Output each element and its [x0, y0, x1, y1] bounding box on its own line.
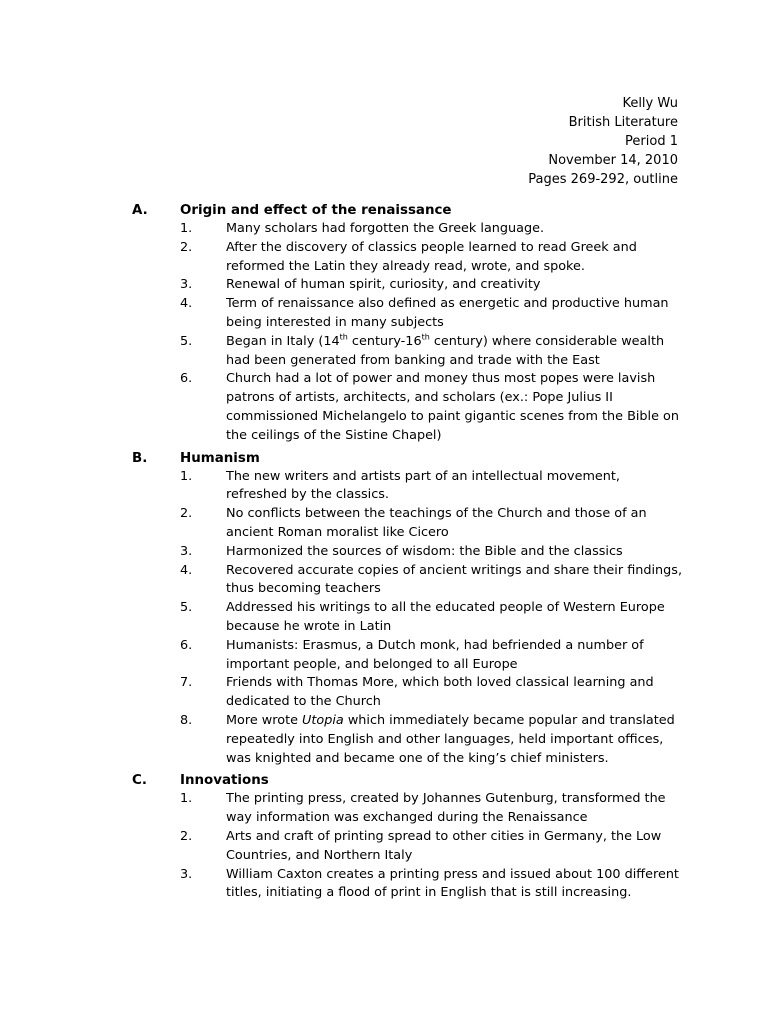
list-item: [132, 505, 682, 543]
item-text: William Caxton creates a printing press and issued about 100 different titles, initiating a flood of print in English that is still increasing.: [226, 866, 679, 901]
course-name: British Literature: [568, 115, 678, 130]
list-item: [132, 295, 682, 333]
text-run: More wrote: [226, 712, 303, 728]
section-letter: C.: [132, 773, 147, 789]
text-run: Began in Italy (14: [226, 333, 340, 349]
item-text: Harmonized the sources of wisdom: the Bible and the classics: [226, 543, 623, 559]
section-heading: [132, 771, 682, 790]
list-item: [132, 220, 682, 239]
author-name: Kelly Wu: [622, 96, 678, 111]
list-item: [132, 866, 682, 904]
item-number: 2.: [180, 239, 193, 255]
item-number: 3.: [180, 277, 193, 293]
section-items: [132, 790, 682, 903]
item-text: [226, 333, 682, 371]
item-text: Recovered accurate copies of ancient writings and share their findings, thus becoming teachers: [226, 562, 683, 597]
section-letter: A.: [132, 203, 148, 218]
item-number: 5.: [180, 600, 193, 616]
text-run: century) where considerable wealth had been generated from banking and trade with the East: [226, 333, 665, 368]
list-item: [132, 828, 682, 866]
item-text: The new writers and artists part of an intellectual movement, refreshed by the classics.: [226, 468, 620, 503]
item-number: 3.: [180, 866, 193, 882]
superscript: th: [339, 332, 348, 342]
item-number: 6.: [180, 637, 193, 653]
item-text: Humanists: Erasmus, a Dutch monk, had befriended a number of important people, and belonged to all Europe: [226, 637, 644, 672]
item-number: 4.: [180, 296, 193, 312]
item-text: Friends with Thomas More, which both loved classical learning and dedicated to the Church: [226, 675, 654, 710]
section-letter: B.: [132, 450, 148, 466]
list-item: [132, 239, 682, 277]
list-item: [132, 637, 682, 675]
list-item: [132, 468, 682, 506]
item-text: No conflicts between the teachings of the Church and those of an ancient Roman moralist like Cicero: [226, 506, 647, 540]
item-number: 7.: [180, 675, 193, 691]
section-title: Innovations: [180, 773, 269, 789]
book-title: Utopia: [302, 712, 344, 728]
item-text: Addressed his writings to all the educated people of Western Europe because he wrote in Latin: [226, 600, 665, 634]
assignment-description: Pages 269-292, outline: [528, 172, 678, 187]
list-item: [132, 543, 682, 562]
item-number: 5.: [180, 333, 193, 349]
document-header: [528, 94, 678, 189]
class-period: Period 1: [625, 134, 678, 149]
list-item: [132, 333, 682, 371]
item-text: Many scholars had forgotten the Greek language.: [226, 221, 545, 236]
document-date: November 14, 2010: [548, 153, 678, 168]
item-text: Arts and craft of printing spread to other cities in Germany, the Low Countries, and Northern Italy: [226, 828, 662, 863]
item-number: 1.: [180, 221, 193, 236]
section-heading: [132, 201, 682, 220]
item-number: 2.: [180, 828, 193, 844]
section-heading: [132, 449, 682, 468]
list-item: [132, 562, 682, 600]
list-item: [132, 674, 682, 712]
item-number: 1.: [180, 468, 193, 484]
item-text: Renewal of human spirit, curiosity, and creativity: [226, 277, 541, 293]
list-item: [132, 712, 682, 768]
item-text: [226, 712, 682, 768]
list-item: [132, 370, 682, 445]
list-item: [132, 599, 682, 637]
section-items: [132, 220, 682, 446]
item-number: 3.: [180, 543, 193, 559]
item-number: 8.: [180, 712, 193, 728]
item-text: Church had a lot of power and money thus most popes were lavish patrons of artists, architects, and scholars (ex.: Pope Julius II commissioned Michelangelo to paint gigantic scenes from the Bible on the ceilings of the Sistine Chapel): [226, 371, 679, 443]
item-number: 2.: [180, 506, 193, 522]
item-number: 6.: [180, 371, 193, 387]
text-run: which immediately became popular and translated repeatedly into English and other languages, held important offices, was knighted and became one of the king’s chief ministers.: [226, 712, 675, 766]
item-text: After the discovery of classics people learned to read Greek and reformed the Latin they already read, wrote, and spoke.: [226, 239, 637, 274]
list-item: [132, 276, 682, 295]
section-title: Humanism: [180, 450, 260, 466]
list-item: [132, 790, 682, 828]
item-number: 1.: [180, 791, 193, 807]
superscript: th: [421, 332, 430, 342]
text-run: century-16: [347, 333, 422, 349]
item-text: Term of renaissance also defined as energetic and productive human being interested in many subjects: [226, 296, 669, 330]
item-text: The printing press, created by Johannes Gutenburg, transformed the way information was exchanged during the Renaissance: [226, 791, 666, 826]
section-items: [132, 468, 682, 769]
section-title: Origin and effect of the renaissance: [180, 203, 452, 218]
item-number: 4.: [180, 562, 193, 578]
outline: [132, 201, 682, 903]
